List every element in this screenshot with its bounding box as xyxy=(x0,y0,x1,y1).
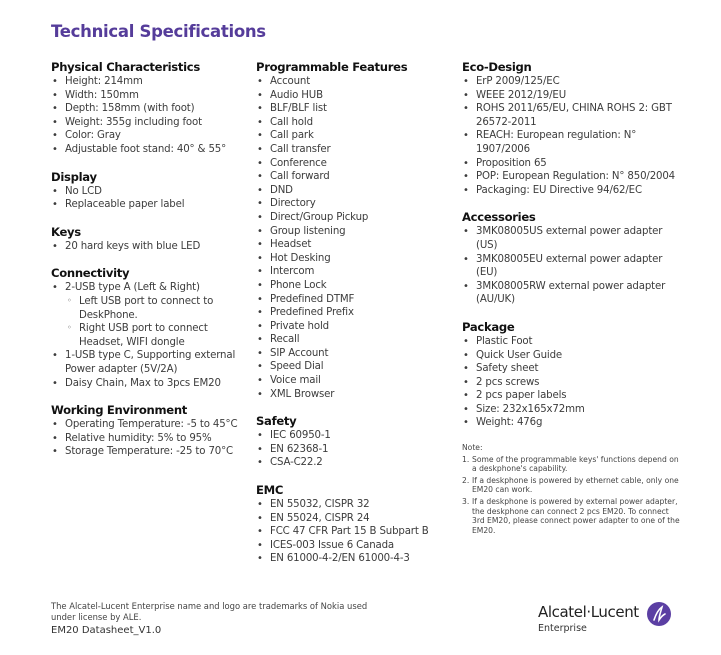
spec-item-text: FCC 47 CFR Part 15 B Subpart B xyxy=(270,526,429,538)
spec-item xyxy=(256,456,456,470)
spec-item xyxy=(256,279,456,293)
spec-section xyxy=(51,170,251,212)
datasheet-version: EM20 Datasheet_V1.0 xyxy=(51,625,162,636)
spec-item-text: Depth: 158mm (with foot) xyxy=(65,103,195,115)
spec-item xyxy=(462,376,682,390)
spec-item-text: Storage Temperature: -25 to 70°C xyxy=(65,446,234,458)
spec-item xyxy=(462,416,682,430)
bullet-icon: • xyxy=(52,350,58,362)
spec-item-text: Weight: 355g including foot xyxy=(65,116,202,128)
bullet-icon: • xyxy=(257,443,263,455)
spec-item xyxy=(51,432,251,446)
bullet-icon: • xyxy=(463,89,469,101)
spec-sublist xyxy=(65,295,251,349)
notes-list xyxy=(462,455,682,536)
bullet-icon: • xyxy=(257,225,263,237)
spec-item-text: Weight: 476g xyxy=(476,417,543,429)
spec-item-text: Call transfer xyxy=(270,143,331,155)
spec-item-text: Speed Dial xyxy=(270,361,324,373)
spec-item xyxy=(256,320,456,334)
note-item xyxy=(462,497,682,535)
spec-item xyxy=(462,157,682,171)
logo-subtitle: Enterprise xyxy=(538,623,587,634)
trademark-notice: The Alcatel-Lucent Enterprise name and logo are trademarks of Nokia used under license by ALE. xyxy=(51,601,368,622)
spec-item-text: Account xyxy=(270,76,311,87)
spec-item-text: Operating Temperature: -5 to 45°C xyxy=(65,419,238,431)
bullet-icon: • xyxy=(257,103,263,115)
bullet-icon: • xyxy=(463,417,469,429)
spec-item xyxy=(256,333,456,347)
spec-section xyxy=(462,60,682,197)
spec-item xyxy=(256,184,456,198)
bullet-icon: • xyxy=(463,280,469,292)
spec-section xyxy=(51,225,251,254)
spec-item-text: SIP Account xyxy=(270,347,329,359)
spec-item-text: Plastic Foot xyxy=(476,335,533,347)
bullet-icon: • xyxy=(52,282,58,294)
page-title: Technical Specifications xyxy=(51,22,266,41)
note-item xyxy=(462,455,682,474)
spec-list xyxy=(462,75,682,197)
bullet-icon: • xyxy=(52,116,58,128)
spec-item-text: No LCD xyxy=(65,185,102,197)
spec-section xyxy=(51,266,251,390)
spec-item-text: 2-USB type A (Left & Right) xyxy=(65,282,200,294)
spec-item xyxy=(256,75,456,89)
section-heading: Keys xyxy=(51,224,81,239)
spec-item-text: Direct/Group Pickup xyxy=(270,211,369,223)
bullet-icon: • xyxy=(257,388,263,400)
bullet-icon: • xyxy=(257,266,263,278)
spec-item xyxy=(462,129,682,156)
spec-list xyxy=(256,429,456,470)
bullet-icon: • xyxy=(52,432,58,444)
bullet-icon: • xyxy=(257,130,263,142)
spec-column-1 xyxy=(51,60,251,472)
spec-item xyxy=(462,184,682,198)
section-heading: Safety xyxy=(256,414,297,429)
section-heading: Package xyxy=(462,319,515,334)
spec-item xyxy=(462,335,682,349)
spec-item xyxy=(462,170,682,184)
bullet-icon: • xyxy=(257,361,263,373)
spec-item xyxy=(256,293,456,307)
bullet-icon: • xyxy=(257,526,263,538)
spec-column-3 xyxy=(462,60,682,537)
notes-heading: Note: xyxy=(462,443,483,453)
section-heading: Working Environment xyxy=(51,403,188,418)
spec-list xyxy=(51,418,251,459)
spec-list xyxy=(51,185,251,212)
note-number: 3. xyxy=(462,497,470,507)
spec-item xyxy=(462,225,682,252)
spec-item-text: EN 62368-1 xyxy=(270,443,329,455)
sub-bullet-icon: ◦ xyxy=(67,323,72,333)
notes xyxy=(462,443,682,535)
spec-item-text: 3MK08005RW external power adapter (AU/UK) xyxy=(476,280,666,306)
logo-mark-svg xyxy=(647,602,671,626)
bullet-icon: • xyxy=(463,390,469,402)
spec-item-text: ErP 2009/125/EC xyxy=(476,76,560,87)
spec-list xyxy=(51,281,251,390)
spec-item xyxy=(256,265,456,279)
bullet-icon: • xyxy=(52,377,58,389)
spec-subitem-text: Left USB port to connect to DeskPhone. xyxy=(79,295,214,321)
spec-item xyxy=(51,143,251,157)
spec-item xyxy=(256,429,456,443)
section-heading: EMC xyxy=(256,483,284,498)
sub-bullet-icon: ◦ xyxy=(67,295,72,305)
spec-item xyxy=(256,197,456,211)
spec-section xyxy=(256,60,456,401)
spec-item xyxy=(256,539,456,553)
note-text: Some of the programmable keys' functions depend on a deskphone's capability. xyxy=(472,454,679,474)
spec-item-text: XML Browser xyxy=(270,388,335,400)
spec-item xyxy=(256,306,456,320)
spec-item-text: Relative humidity: 5% to 95% xyxy=(65,432,212,444)
spec-item-text: Width: 150mm xyxy=(65,89,139,101)
spec-subitem xyxy=(65,322,251,349)
spec-item-text: Private hold xyxy=(270,320,329,332)
spec-item-text: ICES-003 Issue 6 Canada xyxy=(270,539,394,551)
spec-list xyxy=(256,75,456,401)
spec-item xyxy=(51,240,251,254)
spec-item xyxy=(256,443,456,457)
bullet-icon: • xyxy=(52,419,58,431)
spec-item xyxy=(51,281,251,349)
section-heading: Programmable Features xyxy=(256,60,408,74)
spec-item xyxy=(51,116,251,130)
spec-item xyxy=(462,75,682,89)
bullet-icon: • xyxy=(257,116,263,128)
spec-item-text: CSA-C22.2 xyxy=(270,457,323,469)
spec-item-text: 1-USB type C, Supporting external Power adapter (5V/2A) xyxy=(65,350,236,375)
spec-item-text: Predefined DTMF xyxy=(270,293,355,305)
spec-list xyxy=(462,335,682,430)
spec-item-text: 2 pcs paper labels xyxy=(476,390,567,402)
spec-item-text: Proposition 65 xyxy=(476,157,547,169)
bullet-icon: • xyxy=(257,347,263,359)
bullet-icon: • xyxy=(463,130,469,142)
spec-subitem-text: Right USB port to connect Headset, WIFI dongle xyxy=(79,323,208,348)
spec-item xyxy=(256,374,456,388)
spec-column-2 xyxy=(256,60,456,579)
bullet-icon: • xyxy=(257,293,263,305)
spec-item xyxy=(51,377,251,391)
spec-item xyxy=(256,225,456,239)
spec-item-text: REACH: European regulation: N° 1907/2006 xyxy=(476,130,637,155)
bullet-icon: • xyxy=(52,143,58,155)
spec-item-text: Recall xyxy=(270,334,300,346)
bullet-icon: • xyxy=(52,89,58,101)
spec-item-text: 2 pcs screws xyxy=(476,376,540,388)
spec-item xyxy=(51,349,251,376)
bullet-icon: • xyxy=(257,457,263,469)
spec-item xyxy=(51,75,251,89)
spec-item-text: Safety sheet xyxy=(476,363,539,375)
spec-item xyxy=(256,116,456,130)
spec-item xyxy=(51,89,251,103)
spec-item xyxy=(462,362,682,376)
spec-item-text: Call forward xyxy=(270,171,330,183)
bullet-icon: • xyxy=(463,349,469,361)
spec-item-text: 20 hard keys with blue LED xyxy=(65,240,201,252)
spec-item-text: Height: 214mm xyxy=(65,76,143,87)
spec-item-text: Headset xyxy=(270,239,312,251)
spec-item-text: Predefined Prefix xyxy=(270,307,354,319)
spec-item xyxy=(51,129,251,143)
bullet-icon: • xyxy=(52,446,58,458)
alcatel-lucent-logo xyxy=(538,600,688,640)
spec-item xyxy=(256,89,456,103)
spec-item-text: Quick User Guide xyxy=(476,349,563,361)
spec-item-text: Intercom xyxy=(270,266,315,278)
note-text: If a deskphone is powered by external power adapter, the deskphone can connect 2 pcs EM20. To connect 3rd EM20, please connect power adapter to one of the EM20. xyxy=(472,497,680,535)
bullet-icon: • xyxy=(52,76,58,87)
spec-item-text: Directory xyxy=(270,198,316,210)
spec-section xyxy=(51,403,251,459)
note-number: 1. xyxy=(462,454,470,464)
logo-name: Alcatel·Lucent xyxy=(538,603,639,621)
spec-item xyxy=(462,389,682,403)
bullet-icon: • xyxy=(257,89,263,101)
spec-item xyxy=(51,198,251,212)
spec-item xyxy=(256,102,456,116)
spec-item xyxy=(256,512,456,526)
spec-item-text: Hot Desking xyxy=(270,252,331,264)
bullet-icon: • xyxy=(52,199,58,211)
bullet-icon: • xyxy=(52,240,58,252)
spec-item-text: Size: 232x165x72mm xyxy=(476,403,585,415)
bullet-icon: • xyxy=(257,252,263,264)
spec-item-text: Voice mail xyxy=(270,375,321,387)
bullet-icon: • xyxy=(257,307,263,319)
bullet-icon: • xyxy=(463,184,469,196)
spec-item xyxy=(462,280,682,307)
bullet-icon: • xyxy=(257,211,263,223)
spec-item-text: Color: Gray xyxy=(65,130,121,142)
spec-item-text: 3MK08005US external power adapter (US) xyxy=(476,226,663,251)
spec-item-text: Packaging: EU Directive 94/62/EC xyxy=(476,184,642,196)
bullet-icon: • xyxy=(257,430,263,442)
bullet-icon: • xyxy=(52,130,58,142)
spec-item xyxy=(256,360,456,374)
spec-item-text: Call hold xyxy=(270,116,313,128)
bullet-icon: • xyxy=(463,226,469,238)
spec-item xyxy=(256,552,456,566)
bullet-icon: • xyxy=(463,76,469,87)
spec-item xyxy=(462,403,682,417)
bullet-icon: • xyxy=(257,239,263,251)
spec-item-text: Audio HUB xyxy=(270,89,323,101)
spec-item-text: WEEE 2012/19/EU xyxy=(476,89,567,101)
spec-item xyxy=(256,129,456,143)
bullet-icon: • xyxy=(257,320,263,332)
spec-item xyxy=(256,211,456,225)
spec-item xyxy=(51,445,251,459)
bullet-icon: • xyxy=(463,376,469,388)
bullet-icon: • xyxy=(463,171,469,183)
section-heading: Accessories xyxy=(462,210,536,225)
bullet-icon: • xyxy=(257,512,263,524)
spec-item xyxy=(256,143,456,157)
spec-item-text: Replaceable paper label xyxy=(65,199,185,211)
spec-item xyxy=(51,418,251,432)
bullet-icon: • xyxy=(257,76,263,87)
bullet-icon: • xyxy=(52,103,58,115)
bullet-icon: • xyxy=(257,171,263,183)
bullet-icon: • xyxy=(257,143,263,155)
spec-item-text: Call park xyxy=(270,130,314,142)
spec-item xyxy=(462,253,682,280)
bullet-icon: • xyxy=(257,539,263,551)
spec-item-text: BLF/BLF list xyxy=(270,103,327,115)
spec-item-text: DND xyxy=(270,184,293,196)
bullet-icon: • xyxy=(257,279,263,291)
spec-item-text: POP: European Regulation: N° 850/2004 xyxy=(476,171,676,183)
spec-item xyxy=(256,525,456,539)
spec-item xyxy=(462,102,682,129)
spec-list xyxy=(51,240,251,254)
bullet-icon: • xyxy=(52,185,58,197)
note-item xyxy=(462,476,682,495)
spec-item xyxy=(462,89,682,103)
spec-item-text: EN 55032, CISPR 32 xyxy=(270,499,370,511)
bullet-icon: • xyxy=(463,335,469,347)
spec-item xyxy=(256,157,456,171)
spec-item xyxy=(256,170,456,184)
spec-item xyxy=(51,102,251,116)
alcatel-lucent-a-logo-icon xyxy=(647,602,671,626)
note-number: 2. xyxy=(462,475,470,485)
bullet-icon: • xyxy=(257,553,263,565)
spec-item-text: Conference xyxy=(270,157,327,169)
spec-item-text: EN 55024, CISPR 24 xyxy=(270,512,370,524)
bullet-icon: • xyxy=(463,403,469,415)
section-heading: Connectivity xyxy=(51,266,130,281)
bullet-icon: • xyxy=(257,375,263,387)
bullet-icon: • xyxy=(463,103,469,115)
spec-section xyxy=(256,414,456,470)
spec-item xyxy=(256,238,456,252)
spec-item xyxy=(51,185,251,199)
section-heading: Eco-Design xyxy=(462,60,532,74)
spec-section xyxy=(51,60,251,157)
bullet-icon: • xyxy=(463,157,469,169)
spec-item-text: ROHS 2011/65/EU, CHINA ROHS 2: GBT 26572-2011 xyxy=(476,103,672,128)
spec-list xyxy=(462,225,682,307)
bullet-icon: • xyxy=(257,499,263,511)
spec-item-text: IEC 60950-1 xyxy=(270,430,331,442)
spec-item xyxy=(256,388,456,402)
spec-item xyxy=(256,347,456,361)
bullet-icon: • xyxy=(257,334,263,346)
bullet-icon: • xyxy=(257,157,263,169)
section-heading: Physical Characteristics xyxy=(51,60,200,74)
spec-item-text: Adjustable foot stand: 40° & 55° xyxy=(65,143,227,155)
bullet-icon: • xyxy=(463,363,469,375)
spec-item xyxy=(256,252,456,266)
note-text: If a deskphone is powered by ethernet cable, only one EM20 can work. xyxy=(472,475,679,495)
spec-section xyxy=(462,210,682,307)
bullet-icon: • xyxy=(257,184,263,196)
spec-item-text: 3MK08005EU external power adapter (EU) xyxy=(476,253,663,279)
spec-subitem xyxy=(65,295,251,322)
spec-section xyxy=(462,320,682,430)
column-3-sections xyxy=(462,60,682,430)
spec-item-text: EN 61000-4-2/EN 61000-4-3 xyxy=(270,553,410,565)
bullet-icon: • xyxy=(463,253,469,265)
spec-item-text: Daisy Chain, Max to 3pcs EM20 xyxy=(65,377,221,389)
spec-item-text: Group listening xyxy=(270,225,346,237)
spec-item xyxy=(462,349,682,363)
spec-list xyxy=(51,75,251,157)
section-heading: Display xyxy=(51,169,97,184)
bullet-icon: • xyxy=(257,198,263,210)
spec-section xyxy=(256,483,456,566)
spec-list xyxy=(256,498,456,566)
spec-item xyxy=(256,498,456,512)
spec-item-text: Phone Lock xyxy=(270,279,327,291)
